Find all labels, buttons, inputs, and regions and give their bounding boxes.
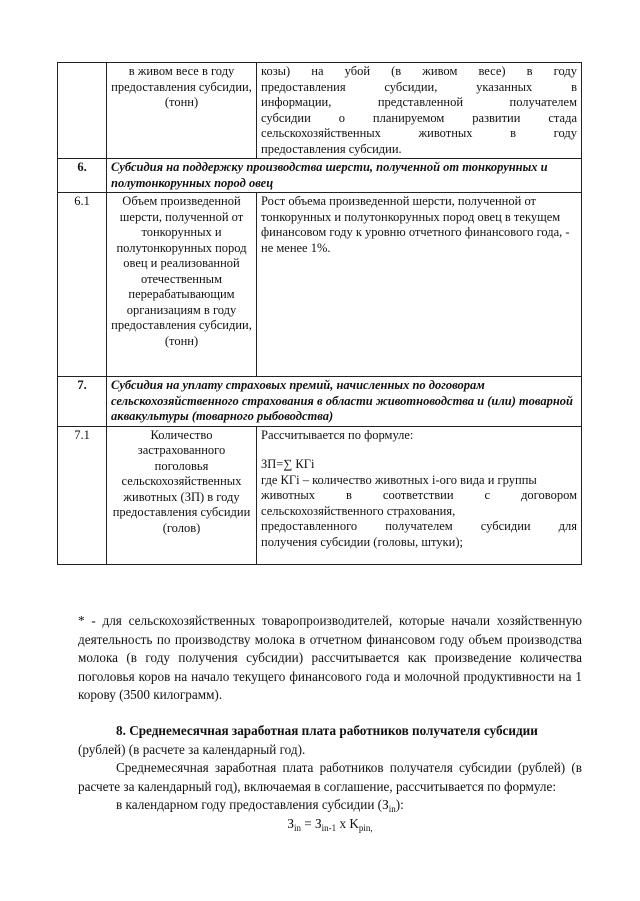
indicators-table bbox=[57, 62, 582, 565]
section-title: Субсидия на уплату страховых премий, начисленных по договорам сельскохозяйственного страхования в области животноводства и (или) товарной аквакультуры (товарного рыбоводства) bbox=[107, 377, 582, 427]
row-number: 6.1 bbox=[58, 193, 107, 377]
row-number: 7.1 bbox=[58, 426, 107, 564]
section-number: 6. bbox=[58, 159, 107, 193]
formula-sub: pin, bbox=[358, 822, 373, 833]
formula-lead-sub: in bbox=[388, 804, 396, 814]
section-8 bbox=[78, 722, 582, 833]
table-row bbox=[58, 426, 582, 564]
formula: ЗП=∑ КГi bbox=[261, 457, 315, 471]
formula-sub: in-1 bbox=[321, 822, 337, 833]
formula-lead bbox=[78, 796, 582, 815]
method-cell bbox=[257, 426, 582, 564]
indicator-cell: Количество застрахованного поголовья сельскохозяйственных животных (ЗП) в году предоставления субсидии (голов) bbox=[107, 426, 257, 564]
formula-where: животных в соответствии с договором bbox=[261, 488, 577, 502]
formula-part: х K bbox=[336, 815, 359, 831]
formula-part: З bbox=[287, 815, 294, 831]
formula-lead-text: в календарном году предоставления субсидии (З bbox=[116, 797, 389, 812]
method-line: сельскохозяйственных животных в году bbox=[261, 126, 577, 140]
footnote: * - для сельскохозяйственных товаропроизводителей, которые начали хозяйственную деятельность по производству молока в отчетном финансовом году объем производства молока (в году получения субсидии) рассчитывается как произведение количества поголовья коров на начало текущего финансового года и молочной продуктивности на 1 корову (3500 килограмм). bbox=[78, 613, 582, 702]
method-line: субсидии о планируемом развитии стада bbox=[261, 110, 577, 125]
formula-where: предоставленного получателем субсидии для bbox=[261, 519, 577, 533]
indicator-cell: в живом весе в году предоставления субсидии, (тонн) bbox=[107, 63, 257, 159]
formula-lead-end: ): bbox=[395, 797, 404, 812]
method-line: козы) на убой (в живом весе) в году bbox=[261, 64, 577, 78]
method-line: предоставления субсидии. bbox=[261, 141, 402, 156]
section-row-6 bbox=[58, 159, 582, 193]
formula-where-part: сельскохозяйственного страхования, bbox=[261, 503, 456, 518]
indicator-cell: Объем произведенной шерсти, полученной от тонкорунных и полутонкорунных пород овец и реализованной отечественным перерабатывающим организациям в году предоставления субсидии, (тонн) bbox=[107, 193, 257, 377]
method-line: предоставления субсидии, указанных в bbox=[261, 79, 577, 94]
section-number: 7. bbox=[58, 377, 107, 427]
row-number bbox=[58, 63, 107, 159]
section-paragraph: Среднемесячная заработная плата работников получателя субсидии (рублей) (в расчете за календарный год), включаемая в соглашение, рассчитывается по формуле: bbox=[78, 760, 582, 794]
formula-where bbox=[261, 504, 577, 520]
section-heading-tail: (рублей) (в расчете за календарный год). bbox=[78, 741, 306, 757]
salary-formula bbox=[78, 815, 582, 834]
section-heading: 8. Среднемесячная заработная плата работников получателя субсидии bbox=[116, 723, 538, 738]
formula-sub: in bbox=[293, 822, 301, 833]
calc-note: Рассчитывается по формуле: bbox=[261, 427, 414, 442]
formula-where: где КГi – количество животных i-ого вида и группы bbox=[261, 472, 537, 487]
table-row bbox=[58, 63, 582, 159]
section-row-7 bbox=[58, 377, 582, 427]
method-cell: Рост объема произведенной шерсти, полученной от тонкорунных и полутонкорунных пород овец в текущем финансовом году к уровню отчетного финансового года, - не менее 1%. bbox=[257, 193, 582, 377]
section-title: Субсидия на поддержку производства шерсти, полученной от тонкорунных и полутонкорунных пород овец bbox=[107, 159, 582, 193]
method-cell bbox=[257, 63, 582, 159]
method-line: информации, представленной получателем bbox=[261, 95, 577, 109]
formula-part: = З bbox=[301, 815, 322, 831]
formula-where: получения субсидии (головы, штуки); bbox=[261, 534, 463, 549]
table-row bbox=[58, 193, 582, 377]
